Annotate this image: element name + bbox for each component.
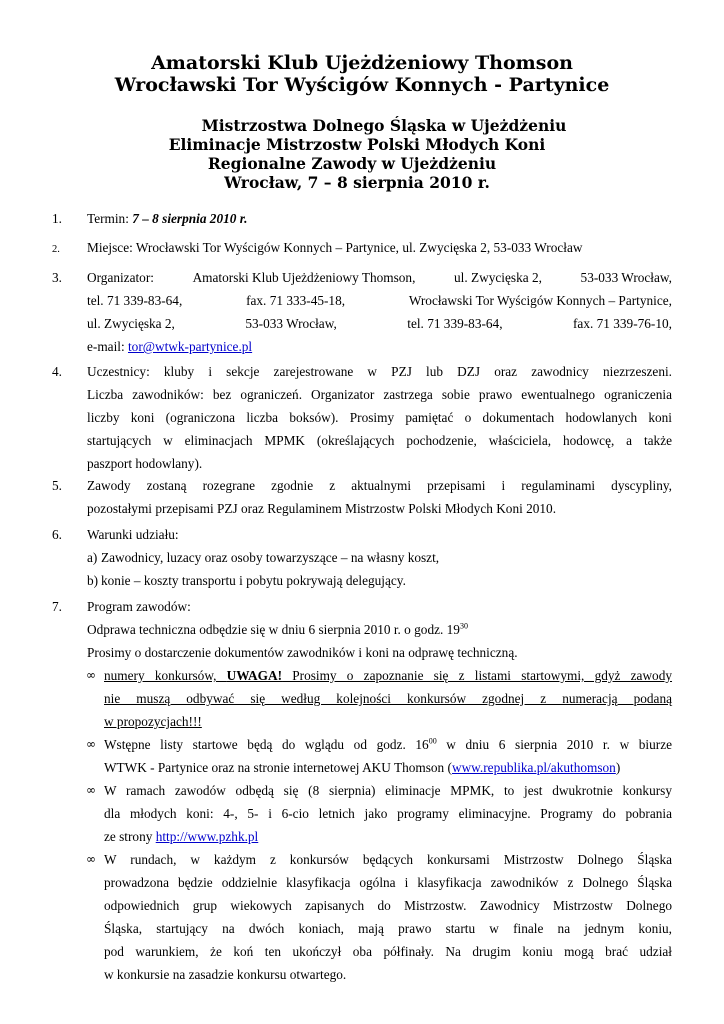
prosimy-line: Prosimy o dostarczenie dokumentów zawodników i koni na odprawę techniczną. [87, 645, 518, 660]
list-marker-a: a) [87, 550, 98, 565]
infinity-bullet-icon: ∞ [86, 852, 96, 866]
organizer-row-2 [87, 289, 672, 312]
infinity-bullet-icon: ∞ [86, 668, 96, 682]
uczestnicy-line: Uczestnicy: kluby i sekcje zarejestrowane w PZJ lub DZJ oraz zawodnicy niezrzeszeni. [87, 364, 672, 379]
zawody-line: Zawody zostaną rozegrane zgodnie z aktualnymi przepisami i regulaminami dyscypliny, [87, 478, 672, 493]
uczestnicy-line: liczby koni (ograniczona liczba boksów). Prosimy pamiętać o dokumentach hodowlanych koni [87, 410, 672, 425]
item-number: 5. [52, 478, 62, 493]
miejsce-line: Miejsce: Wrocławski Tor Wyścigów Konnych – Partynice, ul. Zwycięska 2, 53-033 Wrocław [87, 240, 583, 255]
event-header [22, 116, 724, 192]
venue-title: Wrocławski Tor Wyścigów Konnych - Partynice [114, 74, 610, 96]
uczestnicy-line: paszport hodowlany). [87, 456, 203, 471]
email-link[interactable]: tor@wtwk-partynice.pl [127, 339, 253, 354]
termin-label: Termin: [87, 211, 133, 226]
bullet1-line1 [104, 664, 672, 687]
club-title: Amatorski Klub Ujeżdżeniowy Thomson [151, 52, 573, 74]
uwaga-label: UWAGA! [226, 668, 283, 683]
org2-city: 53-033 Wrocław, [245, 316, 337, 331]
odprawa-line [87, 618, 468, 641]
bullet1-line2: nie muszą odbywać się według kolejności konkursów zgodnej z numeracją podaną [104, 691, 672, 706]
uczestnicy-line: startujących w eliminacjach MPMK (określających pochodzenie, właściciela, hodowcę, a także [87, 433, 672, 448]
bullet4-line: prowadzona będzie oddzielnie klasyfikacja ogólna i klasyfikacja zawodników z Dolnego Śląska [104, 875, 672, 890]
email-label: e-mail: [87, 339, 128, 354]
bullet2-line2 [104, 756, 672, 779]
akuthomson-link[interactable]: www.republika.pl/akuthomson [451, 760, 616, 775]
odprawa-time-sup: 30 [459, 621, 468, 631]
org-name: Amatorski Klub Ujeżdżeniowy Thomson, [192, 270, 416, 285]
bullet2-text: ) [615, 760, 621, 775]
bullet1-text: Prosimy o zapoznanie się z listami startowymi, gdyż zawody [282, 668, 673, 683]
bullet4-line: odpowiednich grup wiekowych zapisanych do Mistrzostw. Zawodnicy Mistrzostw Dolnego [104, 898, 672, 913]
bullet4-line: Śląska, startujący na dwóch koniach, mają prawo startu w finale na jednym koniu, [104, 921, 672, 936]
bullet3-line1: W ramach zawodów odbędą się (8 sierpnia) eliminacje MPMK, to jest dwukrotnie konkursy [104, 783, 672, 798]
pzhk-link[interactable]: http://www.pzhk.pl [155, 829, 259, 844]
warunki-a: Zawodnicy, luzacy oraz osoby towarzyszące – na własny koszt, [101, 550, 440, 565]
bullet3-line3 [104, 825, 672, 848]
bullet3-text: ze strony [104, 829, 156, 844]
bullet4-line: w konkursie na zasadzie konkursu otwartego. [104, 967, 347, 982]
bullet2-line1 [104, 733, 672, 756]
warunki-title: Warunki udziału: [87, 527, 179, 542]
club-header [0, 52, 724, 96]
item-number: 1. [52, 211, 62, 226]
zawody-line: pozostałymi przepisami PZJ oraz Regulaminem Mistrzostw Polski Młodych Koni 2010. [87, 501, 557, 516]
item-number: 4. [52, 364, 62, 379]
org-label: Organizator: [87, 270, 154, 285]
org-tel: tel. 71 339-83-64, [87, 293, 183, 308]
organizer-row-1 [87, 266, 672, 289]
org2-street: ul. Zwycięska 2, [87, 316, 175, 331]
termin-line [87, 207, 248, 230]
org-street: ul. Zwycięska 2, [454, 270, 542, 285]
item-number: 2. [52, 244, 60, 255]
infinity-bullet-icon: ∞ [86, 737, 96, 751]
item-number: 6. [52, 527, 62, 542]
bullet2-text: WTWK - Partynice oraz na stronie internetowej AKU Thomson ( [104, 760, 452, 775]
bullet1-line3: w propozycjach!!! [104, 714, 202, 729]
bullet1-text: numery konkursów, [104, 668, 227, 683]
event-title-2: Eliminacje Mistrzostw Polski Młodych Koni [168, 135, 546, 154]
list-marker-b: b) [87, 573, 99, 588]
event-title-3: Regionalne Zawody w Ujeżdżeniu [207, 154, 497, 173]
termin-value: 7 – 8 sierpnia 2010 r. [132, 211, 248, 226]
organizer-email-line [87, 335, 252, 358]
organizer-row-3 [87, 312, 672, 335]
uczestnicy-line: Liczba zawodników: bez ograniczeń. Organizator zastrzega sobie prawo ewentualnego ograniczenia [87, 387, 672, 402]
bullet2-time-sup: 00 [428, 736, 437, 746]
infinity-bullet-icon: ∞ [86, 783, 96, 797]
odprawa-text: Odprawa techniczna odbędzie się w dniu 6 sierpnia 2010 r. o godz. 19 [87, 622, 460, 637]
item-number: 7. [52, 599, 62, 614]
org-city: 53-033 Wrocław, [580, 270, 672, 285]
bullet4-line: W rundach, w każdym z konkursów będących konkursami Mistrzostw Dolnego Śląska [104, 852, 672, 867]
event-title-1: Mistrzostwa Dolnego Śląska w Ujeżdżeniu [201, 116, 567, 135]
item-number: 3. [52, 270, 62, 285]
org2-fax: fax. 71 339-76-10, [573, 316, 672, 331]
bullet2-text: Wstępne listy startowe będą do wglądu od godz. 16 [104, 737, 429, 752]
bullet2-text: w dniu 6 sierpnia 2010 r. w biurze [436, 737, 673, 752]
program-title: Program zawodów: [87, 599, 191, 614]
event-date: Wrocław, 7 – 8 sierpnia 2010 r. [224, 173, 490, 192]
org2-tel: tel. 71 339-83-64, [407, 316, 503, 331]
org2-name: Wrocławski Tor Wyścigów Konnych – Partynice, [408, 293, 672, 308]
org-fax: fax. 71 333-45-18, [246, 293, 346, 308]
bullet4-line: pod warunkiem, że koń ten ukończył oba półfinały. Na drugim koniu mogą brać udział [104, 944, 672, 959]
warunki-b: konie – koszty transportu i pobytu pokrywają delegujący. [101, 573, 406, 588]
bullet3-line2: dla młodych koni: 4-, 5- i 6-cio letnich jako programy eliminacyjne. Programy do pobrania [104, 806, 672, 821]
